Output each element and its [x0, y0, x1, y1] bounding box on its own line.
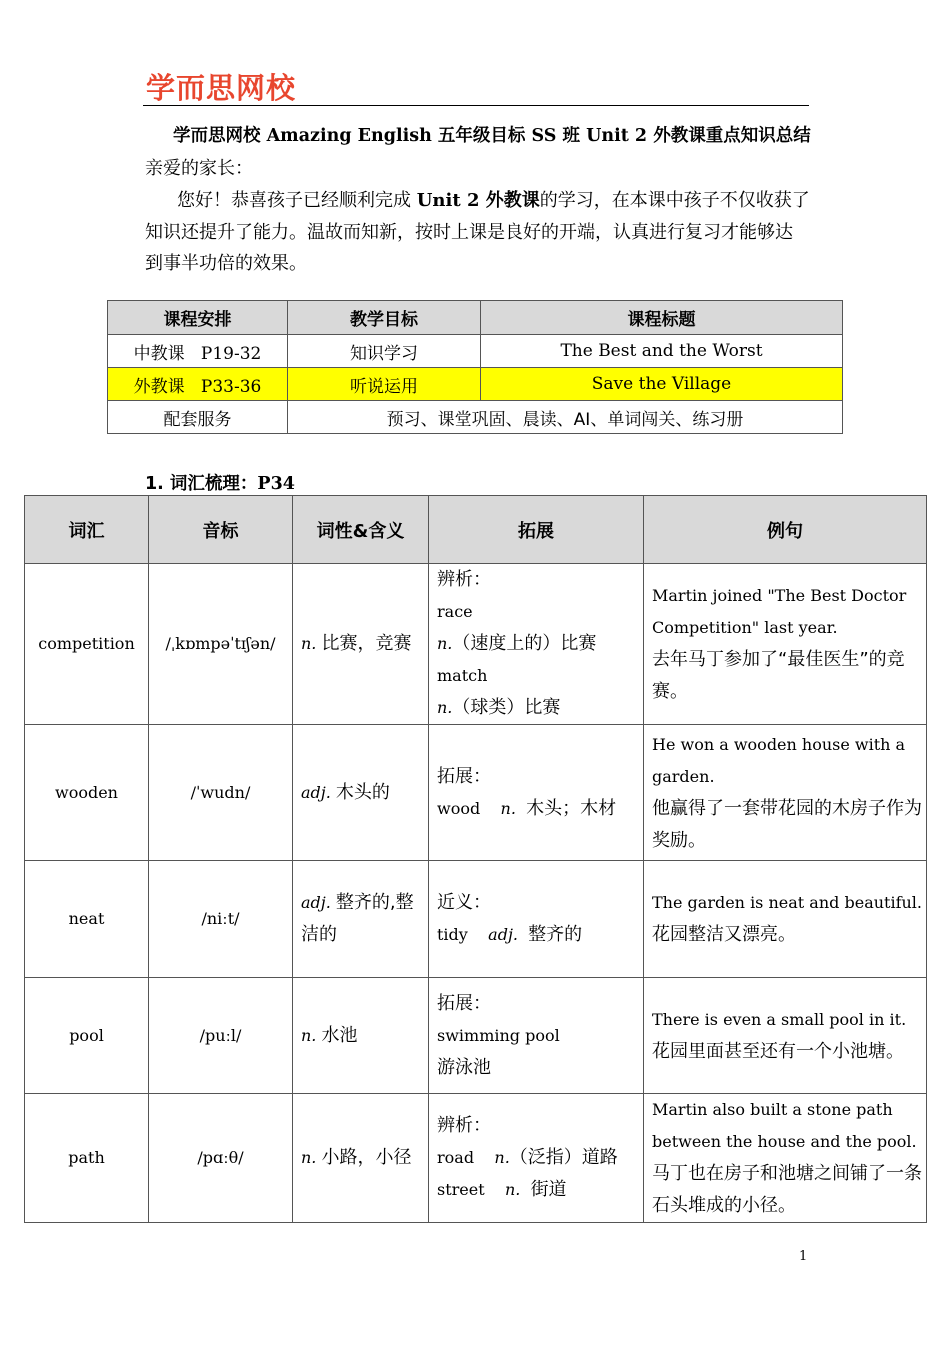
ext-line: match [437, 666, 488, 685]
vocabulary-table [24, 495, 927, 1223]
ext-cn: 木头；木材 [526, 797, 617, 819]
vocab-row [25, 861, 927, 978]
vocab-extension [429, 1094, 644, 1223]
example-en: He won a wooden house with a garden. [652, 734, 906, 786]
vocab-meaning: 木头的 [335, 781, 390, 803]
ext-pos: n. [505, 1180, 521, 1199]
example-cn: 花园里面甚至还有一个小池塘。 [652, 1040, 904, 1062]
ext-line [437, 919, 639, 951]
schedule-row [108, 335, 843, 368]
ext-cn: （速度上的）比赛 [452, 633, 597, 654]
example-cn: 他赢得了一套带花园的木房子作为奖励。 [652, 797, 922, 851]
example-cn: 花园整洁又漂亮。 [652, 924, 796, 945]
schedule-topic: The Best and the Worst [481, 335, 843, 368]
document-title [145, 122, 815, 147]
vocab-row [25, 725, 927, 861]
vocab-example [644, 725, 927, 861]
example-cn: 去年马丁参加了“最佳医生”的竞赛。 [652, 649, 905, 702]
vocab-example [644, 861, 927, 978]
ext-line [437, 1174, 639, 1206]
intro-text: 您好！恭喜孩子已经顺利完成 [177, 190, 417, 211]
schedule-header: 教学目标 [288, 301, 481, 335]
service-label: 配套服务 [108, 401, 288, 434]
ext-line: 拓展： [437, 992, 491, 1014]
vocab-extension [429, 564, 644, 725]
vocab-pos-meaning [293, 725, 429, 861]
schedule-topic: Save the Village [481, 368, 843, 401]
vocab-example [644, 978, 927, 1094]
ext-pos: adj. [488, 925, 518, 944]
title-part: 外教课重点知识总结 [647, 126, 811, 146]
vocab-row [25, 1094, 927, 1223]
intro-unit: Unit 2 [416, 190, 480, 211]
vocab-word: path [25, 1094, 149, 1223]
vocab-word: pool [25, 978, 149, 1094]
intro-text: 的学习，在本课中孩子不仅收获了知识还提升了能力。温故而知新，按时上课是良好的开端，认真进行复习才能够达到事半功倍的效果。 [145, 190, 810, 274]
course-pages: P33-36 [200, 376, 262, 397]
ext-en: street [437, 1180, 485, 1199]
ext-pos: n. [437, 698, 453, 717]
vocab-extension [429, 978, 644, 1094]
vocab-meaning: 比赛，竞赛 [321, 633, 412, 654]
ext-line: 辨析： [437, 569, 491, 590]
page-number: 1 [799, 1249, 808, 1264]
vocab-pos: n. [301, 1148, 317, 1167]
vocab-example [644, 1094, 927, 1223]
course-name: 中教课 [133, 343, 185, 364]
vocab-meaning: 整齐的,整洁的 [301, 892, 414, 945]
schedule-service-row [108, 401, 843, 434]
vocab-word: wooden [25, 725, 149, 861]
schedule-goal: 知识学习 [288, 335, 481, 368]
vocab-pos: adj. [301, 893, 331, 912]
ext-pos: n. [494, 1148, 510, 1167]
example-en: Martin also built a stone path between the house and the pool. [652, 1100, 917, 1151]
section-heading [145, 470, 295, 495]
schedule-course [108, 335, 288, 368]
brand-logo: 学而思网校 [146, 71, 297, 105]
vocab-header: 拓展 [429, 496, 644, 564]
vocab-pos-meaning [293, 564, 429, 725]
ext-pos: n. [500, 798, 516, 818]
vocab-pos: adj. [301, 782, 331, 802]
vocab-ipa: /ˈwudn/ [149, 725, 293, 861]
course-pages: P19-32 [200, 343, 262, 364]
title-part: 班 [556, 126, 587, 146]
title-part: 学而思网校 [173, 126, 267, 146]
vocab-row [25, 978, 927, 1094]
vocab-meaning: 水池 [321, 1024, 358, 1046]
vocab-meaning: 小路，小径 [321, 1147, 412, 1168]
header-divider [143, 105, 809, 106]
title-part: SS [531, 126, 557, 146]
vocab-ipa: /niːt/ [149, 861, 293, 978]
ext-line: 游泳池 [437, 1056, 491, 1078]
ext-line: 拓展： [437, 765, 491, 787]
title-part: Unit 2 [586, 126, 648, 146]
vocab-extension [429, 861, 644, 978]
title-part: 五年级目标 [431, 126, 532, 146]
ext-line [437, 1142, 639, 1174]
vocab-pos-meaning [293, 1094, 429, 1223]
ext-cn: 整齐的 [528, 924, 583, 945]
ext-cn: （泛指）道路 [509, 1147, 618, 1168]
ext-line: 近义： [437, 892, 491, 913]
example-en: The garden is neat and beautiful. [652, 893, 923, 912]
schedule-header-row [108, 301, 843, 335]
vocab-word: competition [25, 564, 149, 725]
schedule-row-highlighted [108, 368, 843, 401]
ext-line: 辨析： [437, 1115, 491, 1136]
vocab-ipa: /puːl/ [149, 978, 293, 1094]
vocab-extension [429, 725, 644, 861]
title-part: Amazing English [266, 126, 432, 146]
intro-paragraph [145, 185, 810, 280]
vocab-header: 例句 [644, 496, 927, 564]
ext-line [437, 628, 639, 660]
example-en: There is even a small pool in it. [652, 1009, 907, 1029]
vocab-header: 音标 [149, 496, 293, 564]
example-en: Martin joined "The Best Doctor Competition" last year. [652, 586, 907, 637]
ext-en: tidy [437, 925, 468, 944]
vocab-word: neat [25, 861, 149, 978]
vocab-ipa: /pɑːθ/ [149, 1094, 293, 1223]
schedule-header: 课程安排 [108, 301, 288, 335]
service-value: 预习、课堂巩固、晨读、AI、单词闯关、练习册 [288, 401, 843, 434]
vocab-pos: n. [301, 634, 317, 653]
schedule-table [107, 300, 843, 434]
ext-cn: 街道 [530, 1179, 567, 1200]
ext-en: wood [437, 798, 481, 818]
course-name: 外教课 [133, 376, 185, 397]
vocab-ipa: /ˌkɒmpəˈtɪʃən/ [149, 564, 293, 725]
vocab-pos: n. [301, 1025, 317, 1045]
ext-line: race [437, 602, 473, 621]
intro-course: 外教课 [479, 190, 540, 211]
ext-line: swimming pool [437, 1025, 560, 1045]
vocab-pos-meaning [293, 861, 429, 978]
vocab-header-row [25, 496, 927, 564]
ext-line [437, 793, 639, 825]
vocab-example [644, 564, 927, 725]
ext-line [437, 692, 639, 724]
schedule-course [108, 368, 288, 401]
ext-cn: （球类）比赛 [452, 697, 561, 718]
section-page: P34 [257, 474, 295, 494]
section-label: 1. 词汇梳理： [145, 474, 258, 494]
vocab-header: 词汇 [25, 496, 149, 564]
schedule-header: 课程标题 [481, 301, 843, 335]
schedule-goal: 听说运用 [288, 368, 481, 401]
salutation: 亲爱的家长： [145, 158, 253, 179]
ext-pos: n. [437, 634, 453, 653]
vocab-header: 词性&含义 [293, 496, 429, 564]
ext-en: road [437, 1148, 475, 1167]
example-cn: 马丁也在房子和池塘之间铺了一条石头堆成的小径。 [652, 1163, 922, 1216]
vocab-row [25, 564, 927, 725]
vocab-pos-meaning [293, 978, 429, 1094]
